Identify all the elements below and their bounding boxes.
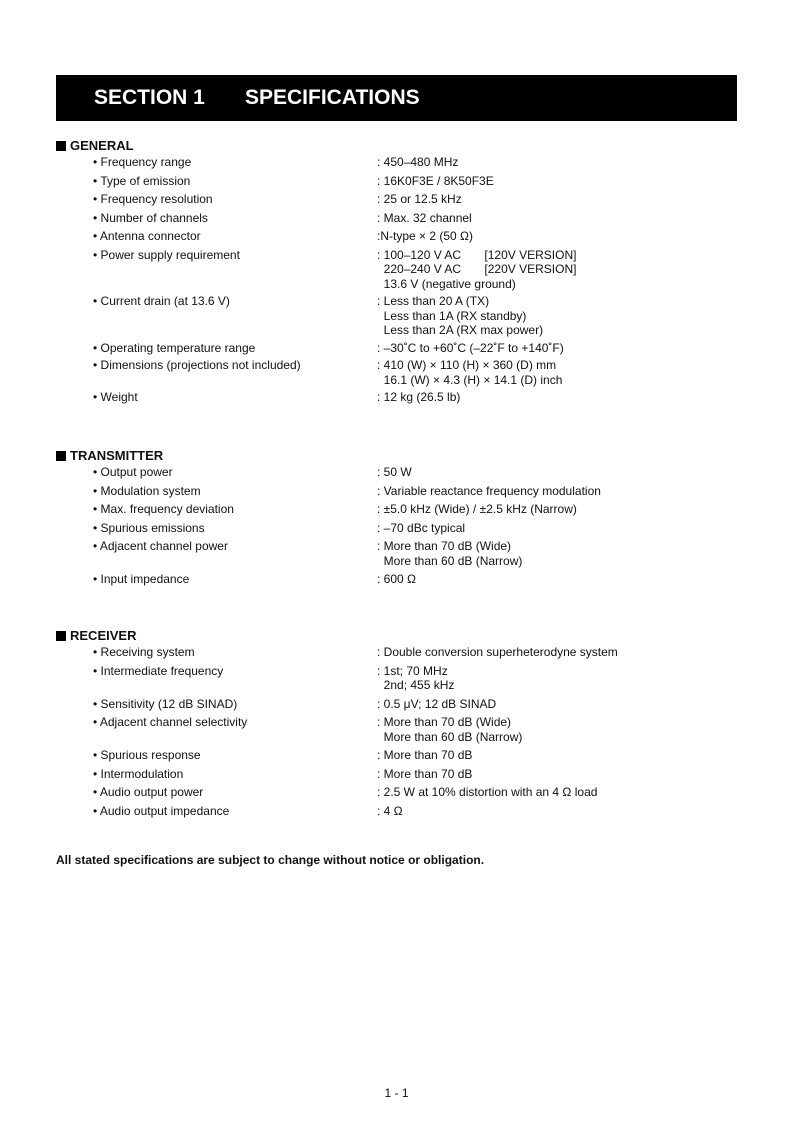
spec-row: [56, 192, 737, 207]
spec-label: • Sensitivity (12 dB SINAD): [93, 696, 238, 711]
spec-value-line: : –70 dBc typical: [377, 520, 466, 535]
spec-value: [377, 248, 576, 292]
spec-row: [56, 697, 737, 712]
spec-row: [56, 390, 737, 405]
spec-row: [56, 767, 737, 782]
spec-label: • Audio output impedance: [93, 803, 230, 818]
spec-value-line: : More than 70 dB (Wide): [377, 715, 512, 729]
receiver-heading-text: RECEIVER: [70, 628, 137, 643]
square-bullet-icon: [56, 631, 66, 641]
spec-label: • Number of channels: [93, 210, 208, 225]
section-heading: [56, 626, 737, 645]
spec-value-line: : ±5.0 kHz (Wide) / ±2.5 kHz (Narrow): [377, 502, 577, 516]
spec-value: [377, 192, 462, 207]
spec-value: [377, 155, 458, 170]
spec-value-line: : 450–480 MHz: [377, 155, 459, 169]
spec-value: [377, 465, 412, 480]
spec-value-line: 2nd; 455 kHz: [377, 678, 455, 692]
spec-value-line: : More than 70 dB: [377, 748, 473, 762]
spec-value-line: Less than 1A (RX standby): [377, 308, 527, 323]
spec-row: [56, 715, 737, 744]
spec-value-line: : Variable reactance frequency modulation: [377, 483, 601, 498]
spec-value: [377, 502, 577, 517]
spec-value: [377, 572, 416, 587]
spec-label: • Input impedance: [93, 572, 190, 586]
spec-label: • Intermodulation: [93, 766, 184, 781]
spec-label: • Spurious response: [93, 748, 201, 762]
section-number: SECTION 1: [94, 86, 205, 109]
spec-row: [56, 248, 737, 292]
spec-row: [56, 785, 737, 800]
section-title: SPECIFICATIONS: [245, 86, 420, 109]
spec-value: [377, 715, 522, 744]
spec-value-line: 16.1 (W) × 4.3 (H) × 14.1 (D) inch: [377, 372, 563, 387]
spec-label: • Intermediate frequency: [93, 663, 224, 678]
spec-value: [377, 664, 454, 693]
spec-row: [56, 539, 737, 568]
transmitter-section: [56, 446, 737, 587]
spec-row: [56, 229, 737, 244]
spec-value: [377, 174, 494, 189]
spec-value: [377, 804, 403, 819]
receiver-section: [56, 626, 737, 818]
spec-row: [56, 358, 737, 387]
spec-row: [56, 211, 737, 226]
spec-value-line: 220–240 V AC [220V VERSION]: [377, 262, 577, 276]
spec-value: [377, 748, 472, 763]
spec-row: [56, 572, 737, 587]
spec-value: [377, 341, 564, 356]
spec-label: • Operating temperature range: [93, 340, 256, 355]
spec-value-line: : More than 70 dB: [377, 766, 473, 781]
spec-value: [377, 390, 460, 405]
spec-label: • Antenna connector: [93, 229, 201, 243]
spec-label: • Adjacent channel selectivity: [93, 715, 248, 729]
spec-row: [56, 174, 737, 189]
spec-row: [56, 521, 737, 536]
spec-label: • Receiving system: [93, 645, 195, 659]
spec-value: [377, 211, 472, 226]
spec-value-line: More than 60 dB (Narrow): [377, 553, 523, 568]
spec-value-line: Less than 2A (RX max power): [377, 323, 544, 337]
spec-value-line: : Max. 32 channel: [377, 210, 472, 225]
spec-row: [56, 804, 737, 819]
spec-label: • Dimensions (projections not included): [93, 358, 301, 372]
spec-value-line: : 410 (W) × 110 (H) × 360 (D) mm: [377, 358, 557, 372]
spec-value-line: : 4 Ω: [377, 803, 403, 818]
spec-value: [377, 484, 601, 499]
spec-label: • Modulation system: [93, 483, 201, 498]
spec-value: [377, 539, 522, 568]
spec-row: [56, 155, 737, 170]
spec-value-line: : 12 kg (26.5 lb): [377, 390, 461, 404]
spec-label: • Output power: [93, 465, 173, 479]
spec-value-line: : Double conversion superheterodyne system: [377, 645, 618, 659]
spec-row: [56, 341, 737, 356]
spec-value-line: : 1st; 70 MHz: [377, 663, 448, 678]
spec-value-line: 13.6 V (negative ground): [377, 276, 516, 291]
section-banner: [56, 75, 737, 121]
spec-label: • Type of emission: [93, 173, 191, 188]
page-number: 1 - 1: [384, 1086, 409, 1100]
general-section: [56, 136, 737, 405]
square-bullet-icon: [56, 451, 66, 461]
spec-value-line: :N-type × 2 (50 Ω): [377, 229, 474, 243]
spec-value: [377, 294, 543, 338]
square-bullet-icon: [56, 141, 66, 151]
footnote: All stated specifications are subject to change without notice or obligation.: [56, 853, 485, 867]
section-heading: [56, 136, 737, 155]
spec-row: [56, 484, 737, 499]
spec-value: [377, 521, 465, 536]
spec-value: [377, 767, 472, 782]
spec-row: [56, 748, 737, 763]
transmitter-heading-text: TRANSMITTER: [70, 448, 164, 463]
spec-value-line: : 25 or 12.5 kHz: [377, 192, 462, 206]
spec-label: • Power supply requirement: [93, 247, 240, 262]
spec-value-line: : Less than 20 A (TX): [377, 294, 490, 308]
spec-label: • Weight: [93, 390, 138, 404]
spec-row: [56, 294, 737, 338]
spec-value-line: : 600 Ω: [377, 572, 416, 586]
spec-row: [56, 664, 737, 693]
spec-value-line: : 16K0F3E / 8K50F3E: [377, 173, 494, 188]
spec-label: • Spurious emissions: [93, 520, 205, 535]
spec-value-line: : 50 W: [377, 465, 412, 479]
spec-label: • Frequency range: [93, 155, 192, 169]
general-heading-text: GENERAL: [70, 138, 134, 153]
spec-row: [56, 645, 737, 660]
spec-value-line: : 100–120 V AC [120V VERSION]: [377, 247, 577, 262]
spec-value-line: : –30˚C to +60˚C (–22˚F to +140˚F): [377, 340, 564, 355]
spec-label: • Audio output power: [93, 785, 204, 799]
spec-value-line: : 0.5 μV; 12 dB SINAD: [377, 696, 497, 711]
spec-value-line: : More than 70 dB (Wide): [377, 539, 512, 553]
spec-value-line: : 2.5 W at 10% distortion with an 4 Ω load: [377, 785, 598, 799]
spec-row: [56, 502, 737, 517]
spec-value: [377, 645, 618, 660]
spec-label: • Max. frequency deviation: [93, 502, 234, 516]
spec-value: [377, 229, 473, 244]
spec-value: [377, 785, 597, 800]
spec-row: [56, 465, 737, 480]
spec-value: [377, 697, 496, 712]
spec-label: • Current drain (at 13.6 V): [93, 294, 230, 308]
section-heading: [56, 446, 737, 465]
spec-label: • Frequency resolution: [93, 192, 213, 206]
spec-label: • Adjacent channel power: [93, 539, 228, 553]
spec-value-line: More than 60 dB (Narrow): [377, 729, 523, 744]
spec-value: [377, 358, 562, 387]
